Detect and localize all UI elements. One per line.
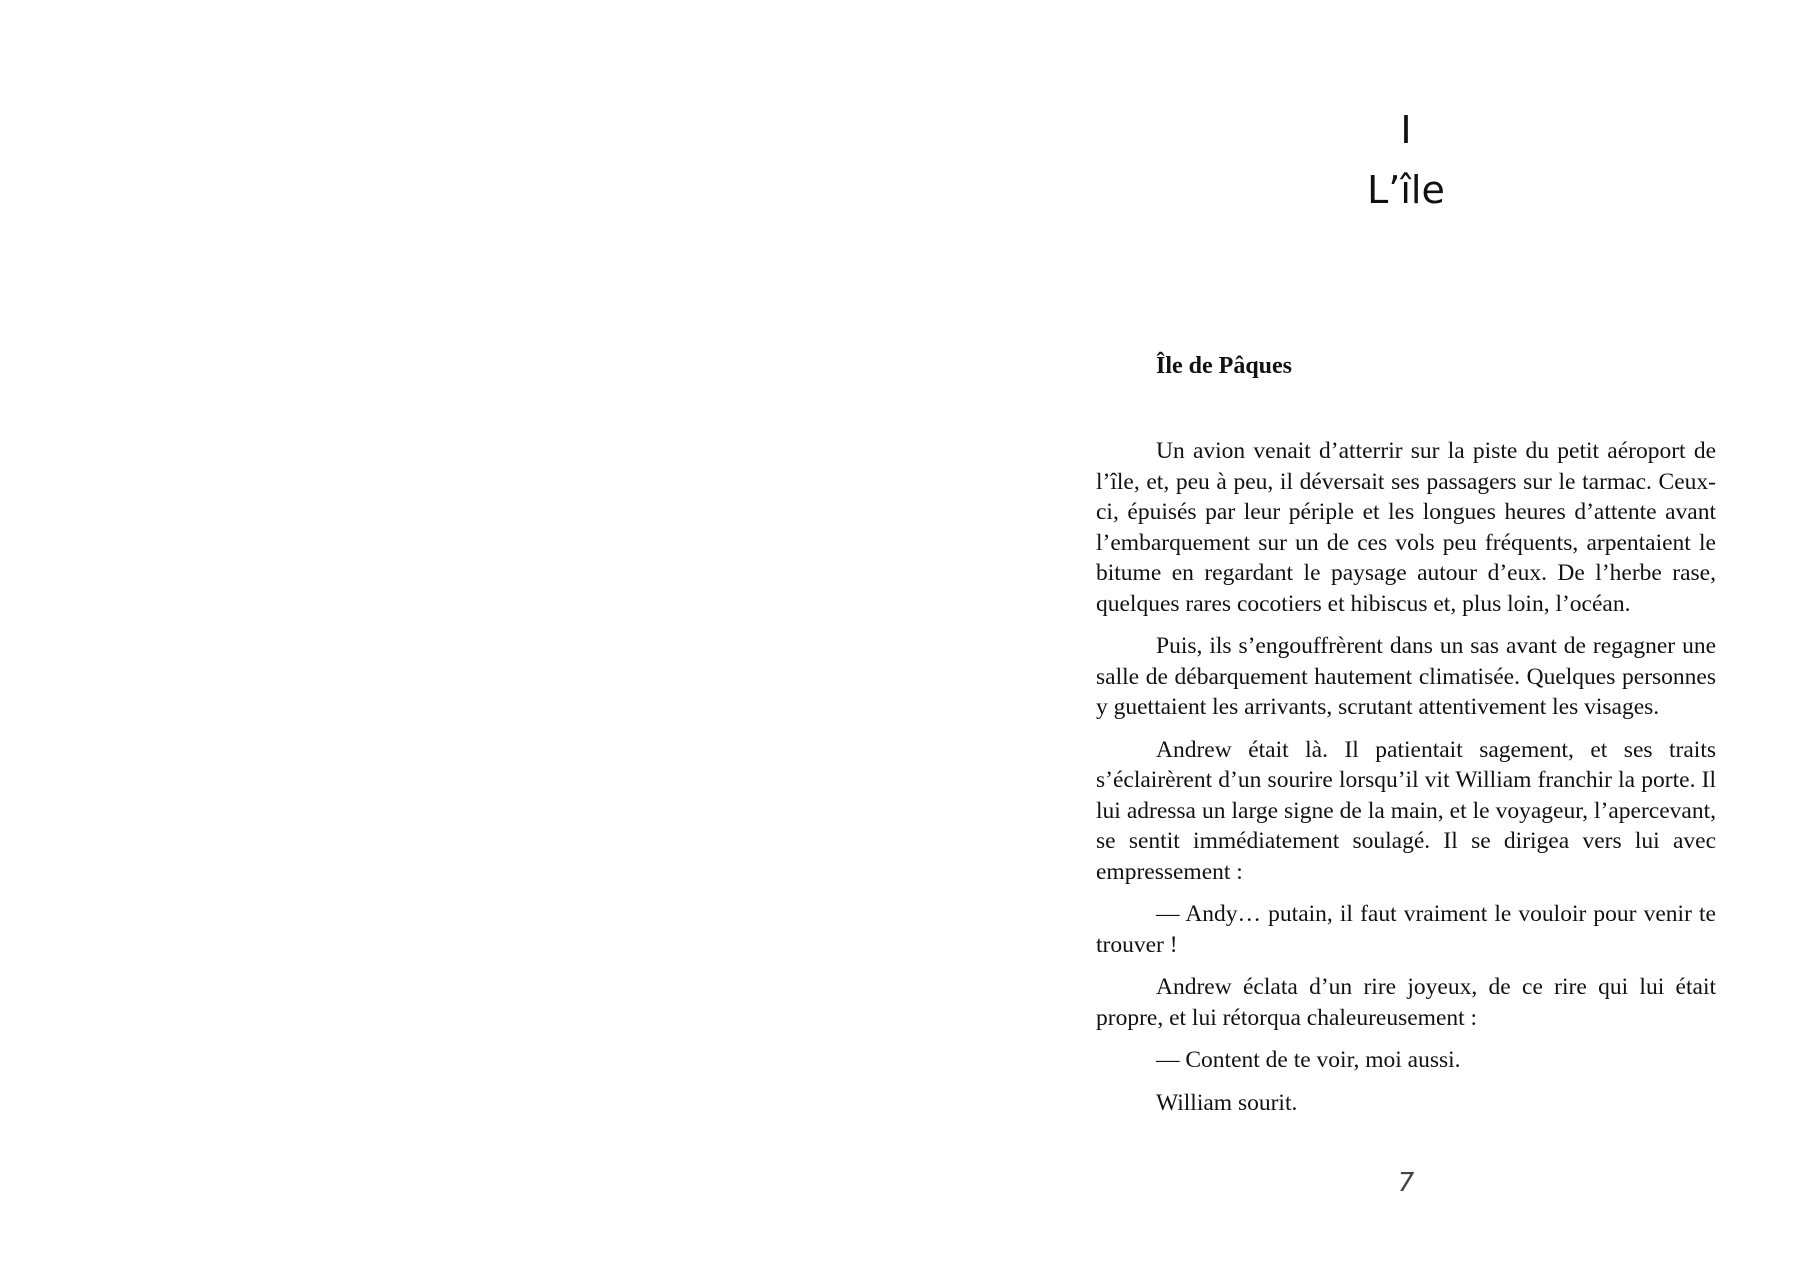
left-page-blank	[0, 0, 909, 1276]
chapter-number: I	[1400, 108, 1412, 152]
chapter-body	[1096, 436, 1716, 1130]
chapter-title: L’île	[1367, 168, 1445, 212]
paragraph: Puis, ils s’engouffrèrent dans un sas avant de regagner une salle de débarquement hautement climatisée. Quelques personnes y guettaient les arrivants, scrutant attentivement les visages.	[1096, 633, 1716, 720]
paragraph: — Andy… putain, il faut vraiment le vouloir pour venir te trouver !	[1096, 901, 1716, 958]
page-number: 7	[1397, 1168, 1415, 1198]
paragraph: William sourit.	[1156, 1089, 1298, 1116]
paragraph: Un avion venait d’atterrir sur la piste du petit aéroport de l’île, et, peu à peu, il déversait ses passagers sur le tarmac. Ceux-ci, épuisés par leur périple et les longues heures d’attente avant l’embarquement sur un de ces vols peu fréquents, arpentaient le bitume en regardant le paysage autour d’eux. De l’herbe rase, quelques rares cocotiers et hibiscus et, plus loin, l’océan.	[1096, 438, 1716, 617]
section-heading: Île de Pâques	[1156, 353, 1293, 379]
paragraph: Andrew éclata d’un rire joyeux, de ce rire qui lui était propre, et lui rétorqua chaleureusement :	[1096, 974, 1716, 1031]
paragraph: Andrew était là. Il patientait sagement, et ses traits s’éclairèrent d’un sourire lorsqu’il vit William franchir la porte. Il lui adressa un large signe de la main, et le voyageur, l’apercevant, se sentit immédiatement soulagé. Il se dirigea vers lui avec empressement :	[1096, 736, 1716, 885]
paragraph: — Content de te voir, moi aussi.	[1156, 1047, 1461, 1073]
